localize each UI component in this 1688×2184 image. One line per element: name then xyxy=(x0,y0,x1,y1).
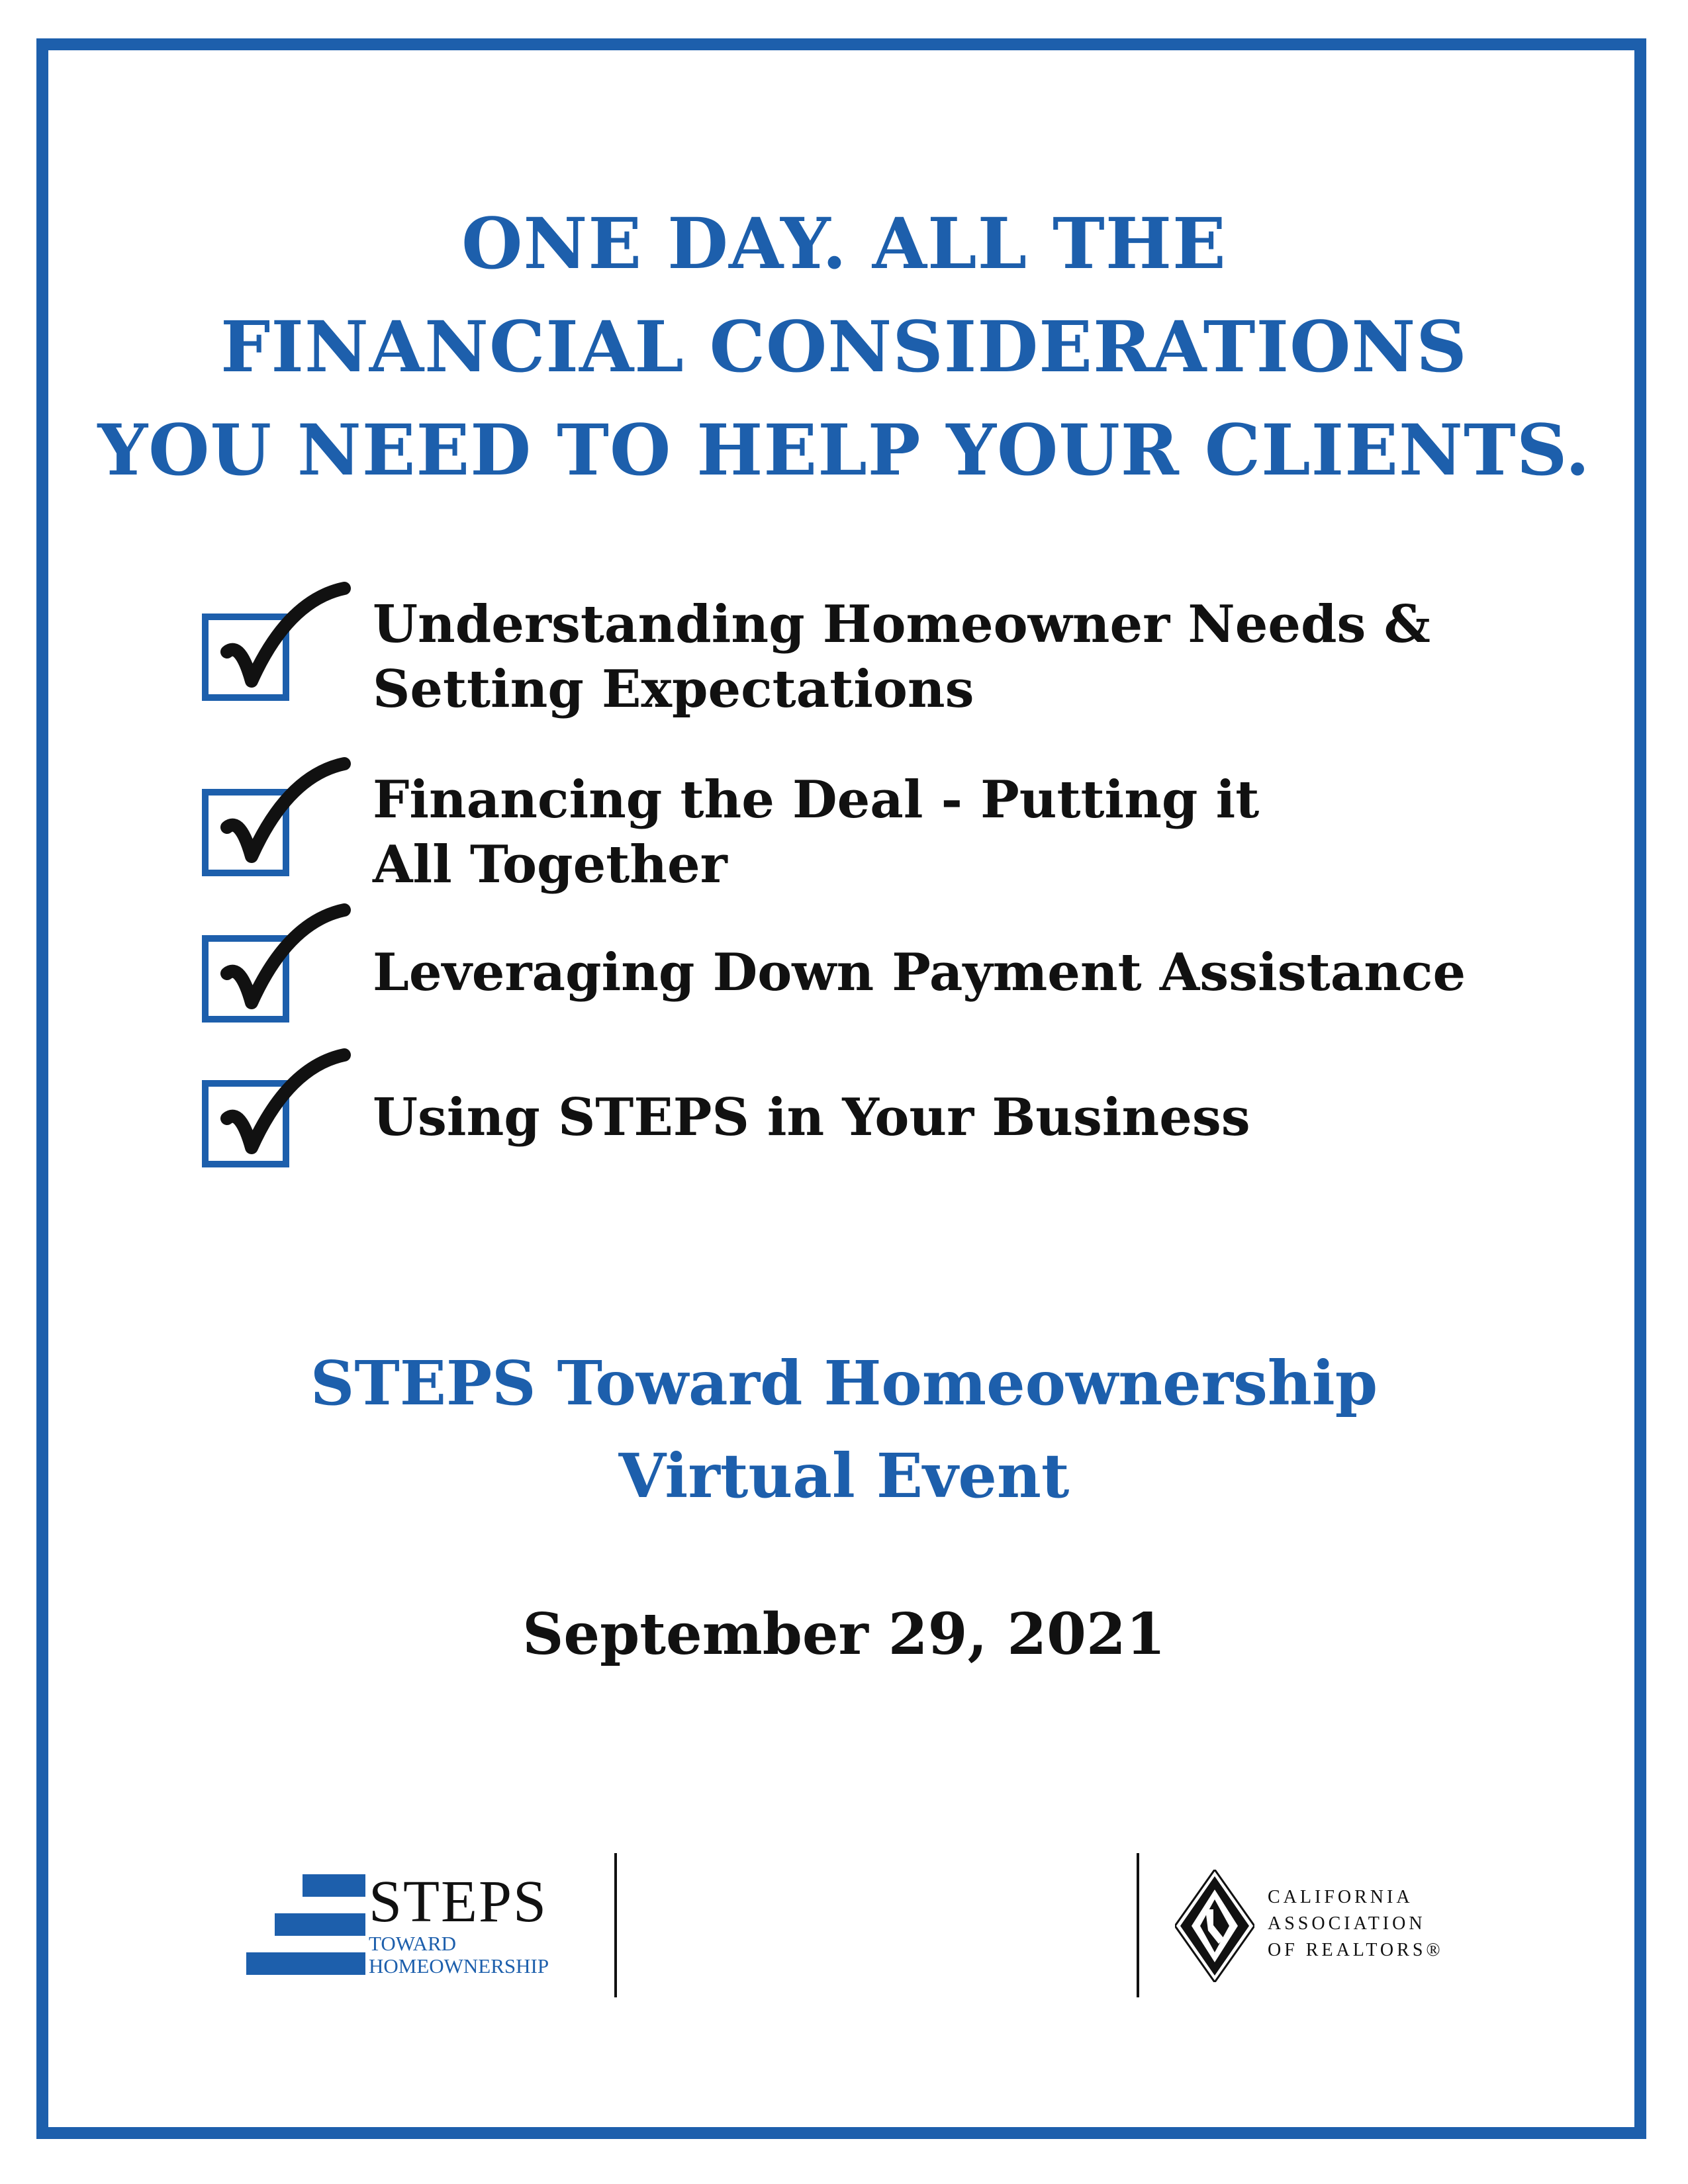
checklist-item-text: Understanding Homeowner Needs & Setting Expectations xyxy=(373,594,1430,719)
checkmark-icon xyxy=(215,1047,351,1166)
checklist-item-text: Financing the Deal - Putting it All Together xyxy=(373,770,1260,895)
event-date: September 29, 2021 xyxy=(522,1601,1166,1668)
steps-logo-bar xyxy=(303,1874,365,1897)
checkmark-icon xyxy=(215,902,351,1021)
checkmark-icon xyxy=(215,580,351,700)
steps-logo-subtitle: TOWARD xyxy=(369,1932,457,1955)
checklist-item-text: Using STEPS in Your Business xyxy=(373,1087,1250,1148)
headline-line-2: FINANCIAL CONSIDERATIONS xyxy=(220,305,1468,388)
checklist-item-text: Leveraging Down Payment Assistance xyxy=(373,942,1466,1003)
car-emblem-icon xyxy=(1175,1870,1254,1982)
steps-logo-bar xyxy=(275,1913,365,1936)
event-title xyxy=(0,1337,1688,1522)
logo-divider xyxy=(614,1853,617,1997)
car-logo-text: CALIFORNIA ASSOCIATION OF REALTORS® xyxy=(1268,1887,1444,1960)
logo-divider xyxy=(1137,1853,1139,1997)
steps-logo-bar xyxy=(246,1952,365,1975)
steps-logo-subtitle: HOMEOWNERSHIP xyxy=(369,1954,549,1978)
steps-logo xyxy=(246,1869,590,1987)
steps-logo-wordmark: STEPS xyxy=(369,1869,548,1934)
headline-line-1: ONE DAY. ALL THE xyxy=(461,202,1227,285)
headline xyxy=(0,192,1688,502)
car-logo xyxy=(1175,1870,1479,1982)
checkmark-icon xyxy=(215,756,351,875)
event-title-line-1: STEPS Toward Homeownership xyxy=(310,1347,1378,1419)
headline-line-3: YOU NEED TO HELP YOUR CLIENTS. xyxy=(97,408,1591,491)
event-title-line-2: Virtual Event xyxy=(618,1440,1070,1512)
